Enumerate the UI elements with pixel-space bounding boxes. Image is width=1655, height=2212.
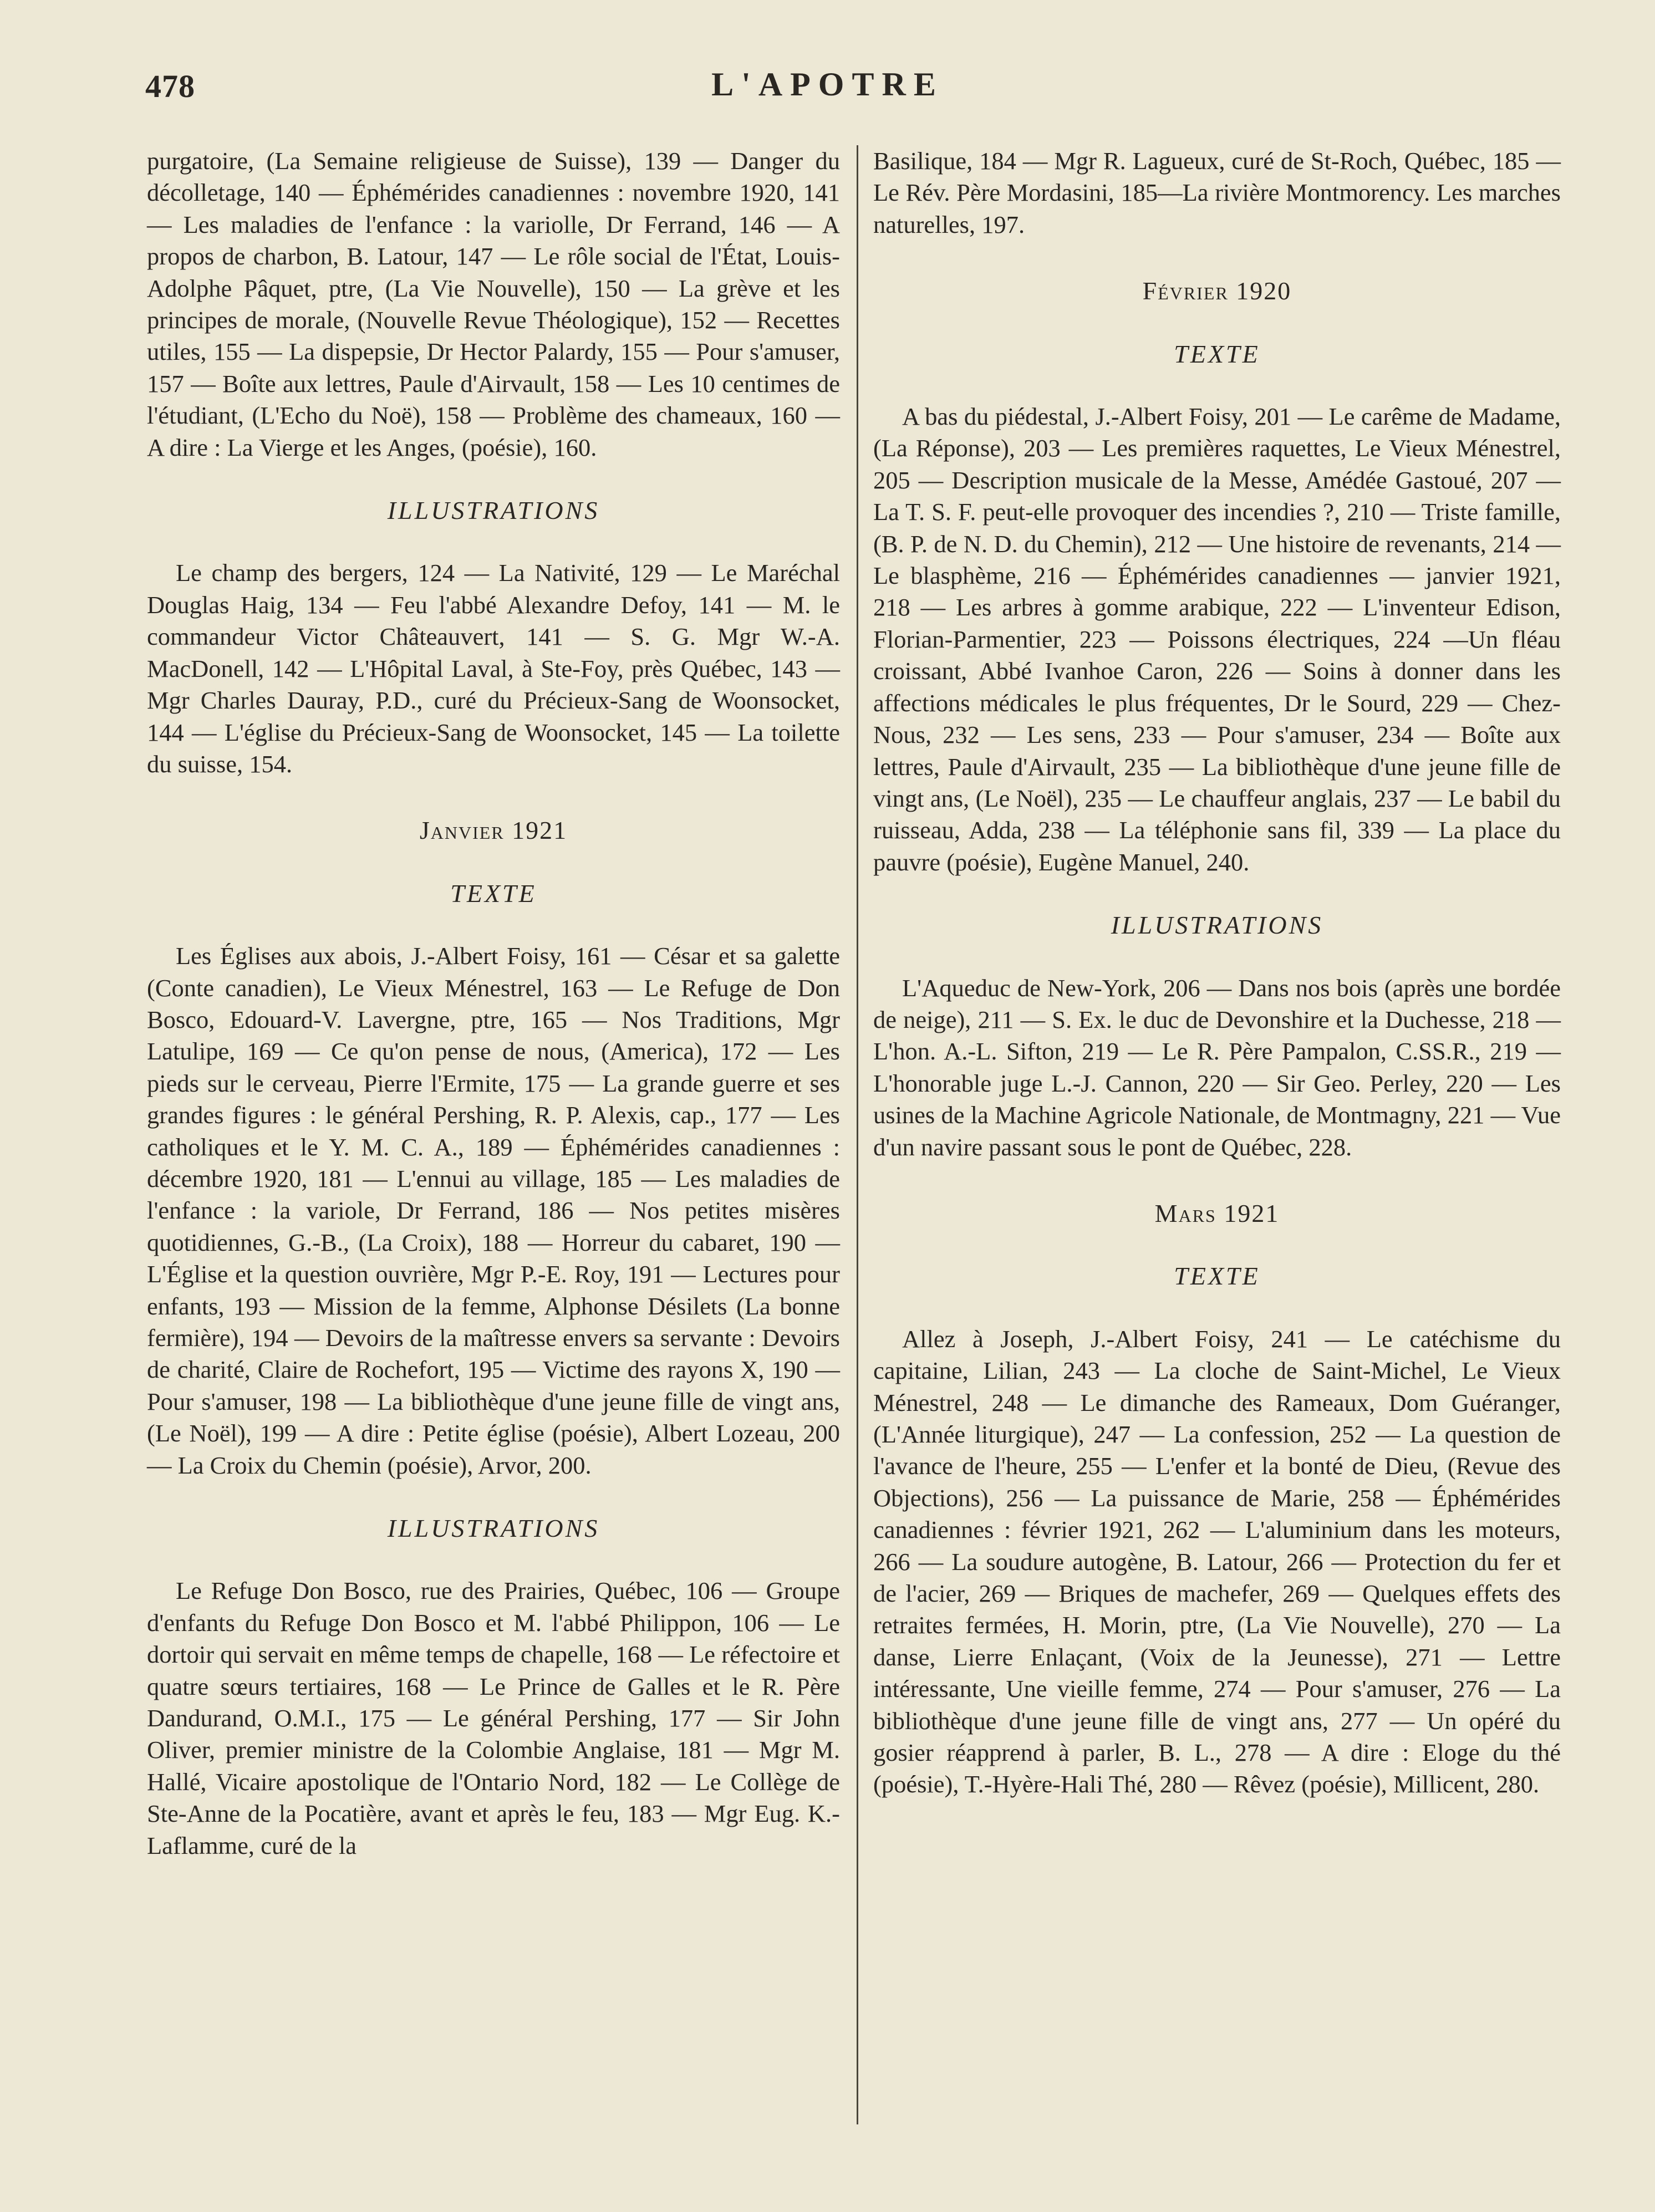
paragraph-illustrations: Le champ des bergers, 124 — La Nativité, 129 — Le Maréchal Douglas Haig, 134 — Feu l'abbé Alexandre Defoy, 141 — M. le commandeur Victor Châteauvert, 141 — S. G. Mgr W.-A. MacDonell, 142 — L'Hôpital Laval, à Ste-Foy, près Québec, 143 — Mgr Charles Dauray, P.D., curé du Précieux-Sang de Woonsocket, 144 — L'église du Précieux-Sang de Woonsocket, 145 — La toilette du suisse, 154. <box>147 559 840 778</box>
month-heading-mars: Mars 1921 <box>1154 1199 1280 1227</box>
paragraph-continuation: Basilique, 184 — Mgr R. Lagueux, curé de St-Roch, Québec, 185 — Le Rév. Père Mordasini, 185—La rivière Montmorency. Les marches naturelles, 197. <box>873 147 1561 238</box>
running-title: L'APOTRE <box>711 66 944 103</box>
heading-illustrations-janvier: ILLUSTRATIONS <box>387 1514 600 1543</box>
heading-texte-fevrier: TEXTE <box>1174 339 1260 368</box>
paragraph-texte-mars: Allez à Joseph, J.-Albert Foisy, 241 — Le catéchisme du capitaine, Lilian, 243 — La cloche de Saint-Michel, Le Vieux Ménestrel, 248 — Le dimanche des Rameaux, Dom Guéranger, (L'Année liturgique), 247 — La confession, 252 — La question de l'avance de l'heure, 255 — L'enfer et la bonté de Dieu, (Revue des Objections), 256 — La puissance de Marie, 258 — Éphémérides canadiennes : février 1921, 262 — L'aluminium dans les moteurs, 266 — La soudure autogène, B. Latour, 266 — Protection du fer et de l'acier, 269 — Briques de machefer, 269 — Quelques effets des retraites fermées, H. Morin, ptre, (La Vie Nouvelle), 270 — La danse, Lierre Enlaçant, (Voix de la Jeunesse), 271 — Lettre intéressante, Une vieille femme, 274 — Pour s'amuser, 276 — La bibliothèque d'une jeune fille de vingt ans, 277 — Un opéré du gosier réapprend à parler, B. L., 278 — A dire : Eloge du thé (poésie), T.-Hyère-Hali Thé, 280 — Rêvez (poésie), Millicent, 280. <box>873 1324 1561 1798</box>
month-heading-janvier: Janvier 1921 <box>419 816 568 845</box>
heading-illustrations-fevrier: ILLUSTRATIONS <box>1111 911 1323 940</box>
heading-texte: TEXTE <box>450 879 537 908</box>
right-column <box>873 145 1561 1801</box>
heading-illustrations: ILLUSTRATIONS <box>387 496 600 525</box>
left-column <box>147 145 840 1862</box>
paragraph-illustrations-janvier: Le Refuge Don Bosco, rue des Prairies, Québec, 106 — Groupe d'enfants du Refuge Don Bosco et M. l'abbé Philippon, 106 — Le dortoir qui servait en même temps de chapelle, 168 — Le réfectoire et quatre sœurs tertiaires, 168 — Le Prince de Galles et le R. Père Dandurand, O.M.I., 175 — Le général Pershing, 177 — Sir John Oliver, premier ministre de la Colombie Anglaise, 181 — Mgr M. Hallé, Vicaire apostolique de l'Ontario Nord, 182 — Le Collège de Ste-Anne de la Pocatière, avant et après le feu, 183 — Mgr Eug. K.-Laflamme, curé de la <box>147 1577 840 1859</box>
column-divider <box>857 145 858 2124</box>
paragraph-texte-janvier: Les Églises aux abois, J.-Albert Foisy, 161 — César et sa galette (Conte canadien), Le Vieux Ménestrel, 163 — Le Refuge de Don Bosco, Edouard-V. Lavergne, ptre, 165 — Nos Traditions, Mgr Latulipe, 169 — Ce qu'on pense de nous, (America), 172 — Les pieds sur le cerveau, Pierre l'Ermite, 175 — La grande guerre et ses grandes figures : le général Pershing, R. P. Alexis, cap., 177 — Les catholiques et le Y. M. C. A., 189 — Éphémérides canadiennes : décembre 1920, 181 — L'ennui au village, 185 — Les maladies de l'enfance : la variole, Dr Ferrand, 186 — Nos petites misères quotidiennes, G.-B., (La Croix), 188 — Horreur du cabaret, 190 — L'Église et la question ouvrière, Mgr P.-E. Roy, 191 — Lectures pour enfants, 193 — Mission de la femme, Alphonse Désilets (La bonne fermière), 194 — Devoirs de la maîtresse envers sa servante : Devoirs de charité, Claire de Rochefort, 195 — Victime des rayons X, 190 — Pour s'amuser, 198 — La bibliothèque d'une jeune fille de vingt ans, (Le Noël), 199 — A dire : Petite église (poésie), Albert Lozeau, 200 — La Croix du Chemin (poésie), Arvor, 200. <box>147 942 840 1479</box>
paragraph-intro: purgatoire, (La Semaine religieuse de Suisse), 139 — Danger du décolletage, 140 — Éphémérides canadiennes : novembre 1920, 141 — Les maladies de l'enfance : la variolle, Dr Ferrand, 146 — A propos de charbon, B. Latour, 147 — Le rôle social de l'État, Louis-Adolphe Pâquet, ptre, (La Vie Nouvelle), 150 — La grève et les principes de morale, (Nouvelle Revue Théologique), 152 — Recettes utiles, 155 — La dispepsie, Dr Hector Palardy, 155 — Pour s'amuser, 157 — Boîte aux lettres, Paule d'Airvault, 158 — Les 10 centimes de l'étudiant, (L'Echo du Noë), 158 — Problème des chameaux, 160 — A dire : La Vierge et les Anges, (poésie), 160. <box>147 147 840 461</box>
heading-texte-mars: TEXTE <box>1174 1262 1260 1291</box>
month-heading-fevrier: Février 1920 <box>1142 277 1292 305</box>
paragraph-texte-fevrier: A bas du piédestal, J.-Albert Foisy, 201 — Le carême de Madame, (La Réponse), 203 — Les premières raquettes, Le Vieux Ménestrel, 205 — Description musicale de la Messe, Amédée Gastoué, 207 — La T. S. F. peut-elle provoquer des incendies ?, 210 — Triste famille, (B. P. de N. D. du Chemin), 212 — Une histoire de revenants, 214 — Le blasphème, 216 — Éphémérides canadiennes — janvier 1921, 218 — Les arbres à gomme arabique, 222 — L'inventeur Edison, Florian-Parmentier, 223 — Poissons électriques, 224 —Un fléau croissant, Abbé Ivanhoe Caron, 226 — Soins à donner dans les affections médicales le plus fréquentes, Dr le Sourd, 229 — Chez-Nous, 232 — Les sens, 233 — Pour s'amuser, 234 — Boîte aux lettres, Paule d'Airvault, 235 — La bibliothèque d'une jeune fille de vingt ans, (Le Noël), 235 — Le chauffeur anglais, 237 — Le babil du ruisseau, Adda, 238 — La téléphonie sans fil, 339 — La place du pauvre (poésie), Eugène Manuel, 240. <box>873 402 1561 876</box>
paragraph-illustrations-fevrier: L'Aqueduc de New-York, 206 — Dans nos bois (après une bordée de neige), 211 — S. Ex. le duc de Devonshire et la Duchesse, 218 — L'hon. A.-L. Sifton, 219 — Le R. Père Pampalon, C.SS.R., 219 — L'honorable juge L.-J. Cannon, 220 — Sir Geo. Perley, 220 — Les usines de la Machine Agricole Nationale, de Montmagny, 221 — Vue d'un navire passant sous le pont de Québec, 228. <box>873 974 1561 1161</box>
page-number: 478 <box>145 68 195 104</box>
